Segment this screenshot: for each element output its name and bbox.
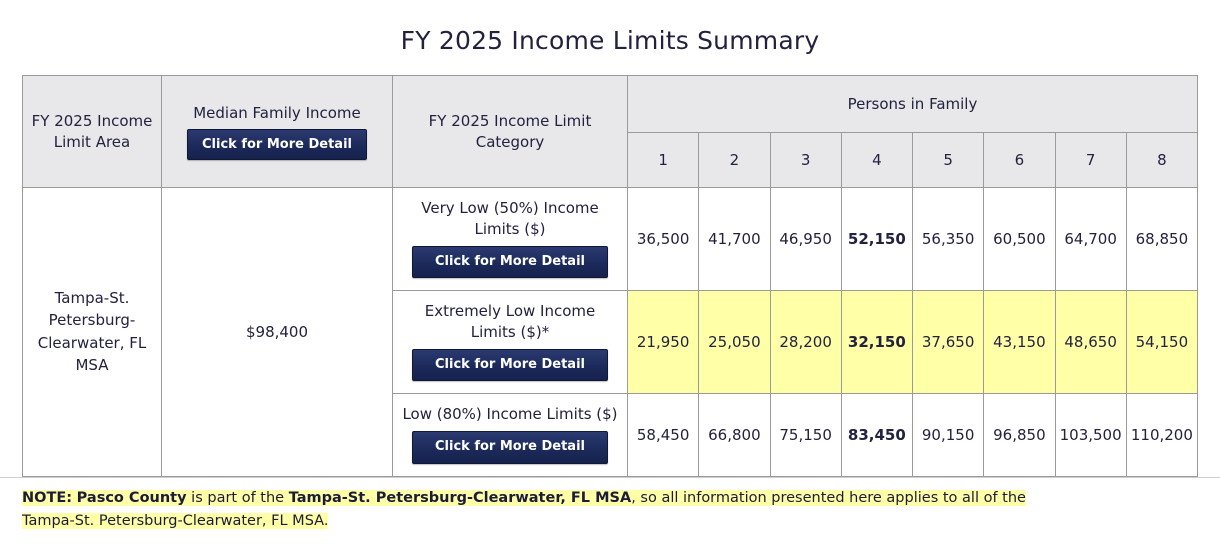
table-body bbox=[23, 188, 1198, 477]
note-block bbox=[22, 487, 1198, 533]
note-county: Pasco County bbox=[76, 490, 187, 506]
cell-low-8: 110,200 bbox=[1126, 394, 1197, 476]
cell-extremely-low-2: 25,050 bbox=[699, 291, 770, 394]
category-label-low: Low (80%) Income Limits ($) bbox=[402, 405, 618, 424]
header-persons-2: 2 bbox=[699, 133, 770, 188]
category-label-very-low: Very Low (50%) Income Limits ($) bbox=[421, 199, 599, 238]
header-persons-6: 6 bbox=[984, 133, 1055, 188]
cell-extremely-low-8: 54,150 bbox=[1126, 291, 1197, 394]
cell-extremely-low-4: 32,150 bbox=[841, 291, 912, 394]
cell-extremely-low-3: 28,200 bbox=[770, 291, 841, 394]
cell-extremely-low-5: 37,650 bbox=[913, 291, 984, 394]
cell-very-low-8: 68,850 bbox=[1126, 188, 1197, 291]
cell-low-1: 58,450 bbox=[628, 394, 699, 476]
cell-median-family-income: $98,400 bbox=[162, 188, 393, 477]
note-label: NOTE: bbox=[22, 490, 73, 506]
header-persons-1: 1 bbox=[628, 133, 699, 188]
note-tail-text: , so all information presented here applies to all of the bbox=[631, 490, 1026, 506]
cell-very-low-7: 64,700 bbox=[1055, 188, 1126, 291]
cell-extremely-low-6: 43,150 bbox=[984, 291, 1055, 394]
income-limits-table bbox=[22, 75, 1198, 477]
cell-very-low-4: 52,150 bbox=[841, 188, 912, 291]
table-header-row-1 bbox=[23, 76, 1198, 133]
extremely-low-more-detail-button[interactable]: Click for More Detail bbox=[412, 349, 608, 381]
header-persons-5: 5 bbox=[913, 133, 984, 188]
table-header bbox=[23, 76, 1198, 188]
table-row bbox=[23, 188, 1198, 291]
divider bbox=[0, 477, 1220, 478]
cell-low-6: 96,850 bbox=[984, 394, 1055, 476]
header-persons-3: 3 bbox=[770, 133, 841, 188]
cell-very-low-2: 41,700 bbox=[699, 188, 770, 291]
header-persons-8: 8 bbox=[1126, 133, 1197, 188]
header-persons-7: 7 bbox=[1055, 133, 1126, 188]
cell-very-low-3: 46,950 bbox=[770, 188, 841, 291]
low-more-detail-button[interactable]: Click for More Detail bbox=[412, 431, 608, 463]
category-label-extremely-low: Extremely Low Income Limits ($)* bbox=[424, 302, 596, 342]
header-persons-4: 4 bbox=[841, 133, 912, 188]
note-msa: Tampa-St. Petersburg-Clearwater, FL MSA bbox=[288, 490, 632, 506]
cell-category-extremely-low bbox=[393, 291, 628, 394]
note-line-1 bbox=[22, 490, 1026, 506]
income-limits-table-container bbox=[22, 75, 1198, 477]
cell-low-7: 103,500 bbox=[1055, 394, 1126, 476]
cell-low-4: 83,450 bbox=[841, 394, 912, 476]
header-median-family-income bbox=[162, 76, 393, 188]
header-mfi-label: Median Family Income bbox=[193, 103, 361, 122]
header-income-limit-area: FY 2025 Income Limit Area bbox=[23, 76, 162, 188]
header-persons-in-family: Persons in Family bbox=[628, 76, 1198, 133]
cell-very-low-5: 56,350 bbox=[913, 188, 984, 291]
cell-low-2: 66,800 bbox=[699, 394, 770, 476]
mfi-more-detail-button[interactable]: Click for More Detail bbox=[187, 129, 367, 161]
cell-category-very-low bbox=[393, 188, 628, 291]
cell-extremely-low-1: 21,950 bbox=[628, 291, 699, 394]
cell-area-name: Tampa-St. Petersburg-Clearwater, FL MSA bbox=[23, 188, 162, 477]
cell-very-low-6: 60,500 bbox=[984, 188, 1055, 291]
note-line-2: Tampa-St. Petersburg-Clearwater, FL MSA. bbox=[22, 513, 329, 530]
page-title: FY 2025 Income Limits Summary bbox=[400, 26, 820, 55]
header-income-limit-category: FY 2025 Income Limit Category bbox=[393, 76, 628, 188]
very-low-more-detail-button[interactable]: Click for More Detail bbox=[412, 246, 608, 278]
cell-low-3: 75,150 bbox=[770, 394, 841, 476]
note-mid-text: is part of the bbox=[186, 490, 289, 506]
cell-low-5: 90,150 bbox=[913, 394, 984, 476]
cell-category-low bbox=[393, 394, 628, 476]
cell-very-low-1: 36,500 bbox=[628, 188, 699, 291]
cell-extremely-low-7: 48,650 bbox=[1055, 291, 1126, 394]
